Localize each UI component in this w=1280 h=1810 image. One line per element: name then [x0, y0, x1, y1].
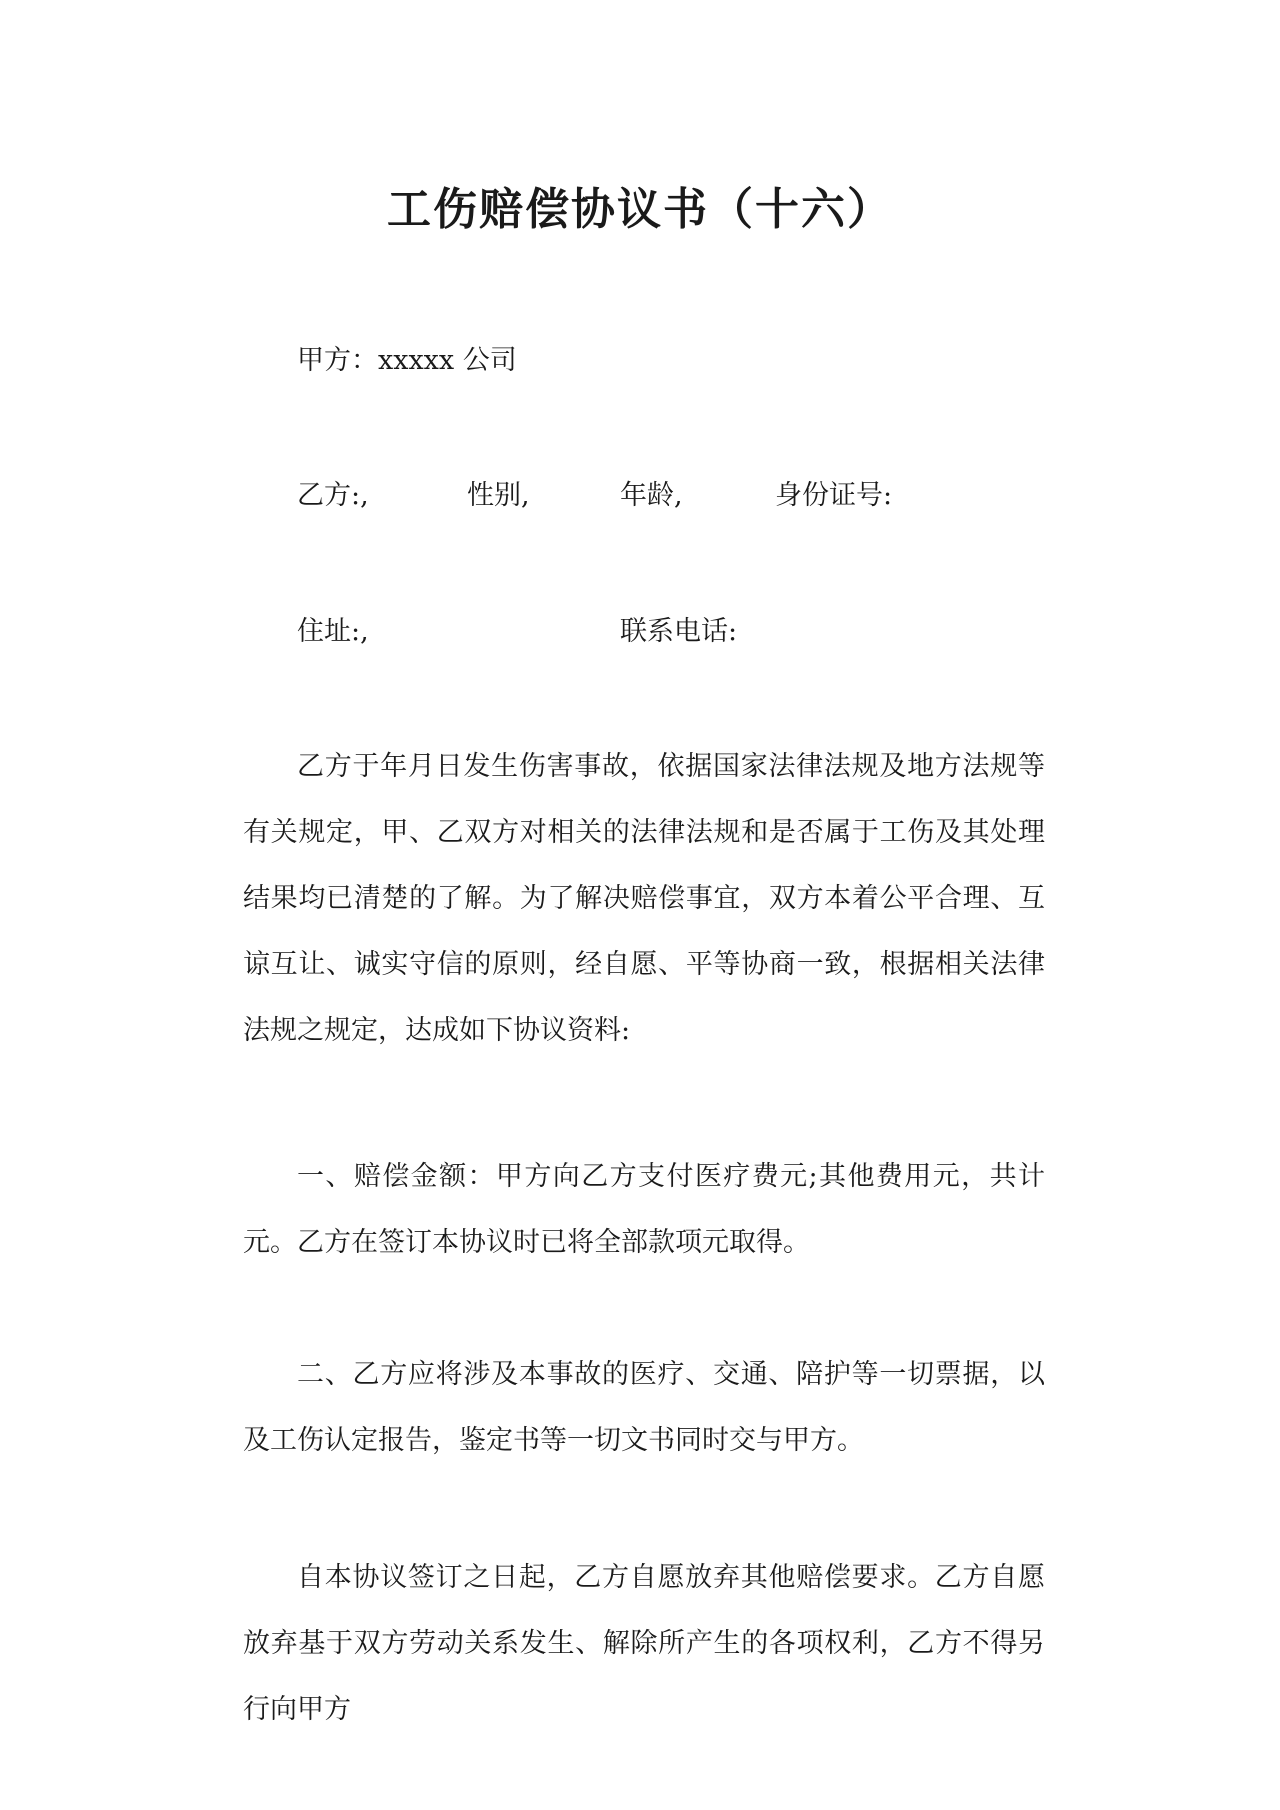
gender-label: 性别,	[467, 480, 530, 511]
clause-documents-handover: 二、乙方应将涉及本事故的医疗、交通、陪护等一切票据，以及工伤认定报告，鉴定书等一切文书同时交与甲方。	[243, 1359, 1045, 1456]
party-a-line: 甲方：xxxxx 公司	[297, 345, 517, 376]
intro-paragraph: 乙方于年月日发生伤害事故，依据国家法律法规及地方法规等有关规定，甲、乙双方对相关的法律法规和是否属于工伤及其处理结果均已清楚的了解。为了解决赔偿事宜，双方本着公平合理、互谅互让、诚实守信的原则，经自愿、平等协商一致，根据相关法律法规之规定，达成如下协议资料:	[243, 751, 1045, 1046]
address-line	[297, 612, 1057, 652]
clause-waiver: 自本协议签订之日起，乙方自愿放弃其他赔偿要求。乙方自愿放弃基于双方劳动关系发生、解除所产生的各项权利，乙方不得另行向甲方	[243, 1562, 1045, 1725]
document-title: 工伤赔偿协议书（十六）	[387, 184, 893, 235]
age-label: 年龄,	[620, 480, 683, 511]
address-label: 住址:,	[297, 616, 369, 647]
party-b-line	[297, 476, 1057, 516]
party-b-label: 乙方:,	[297, 480, 369, 511]
clause-compensation-amount: 一、赔偿金额：甲方向乙方支付医疗费元;其他费用元，共计元。乙方在签订本协议时已将全部款项元取得。	[243, 1161, 1045, 1258]
phone-label: 联系电话:	[620, 616, 738, 647]
id-number-label: 身份证号:	[775, 480, 893, 511]
